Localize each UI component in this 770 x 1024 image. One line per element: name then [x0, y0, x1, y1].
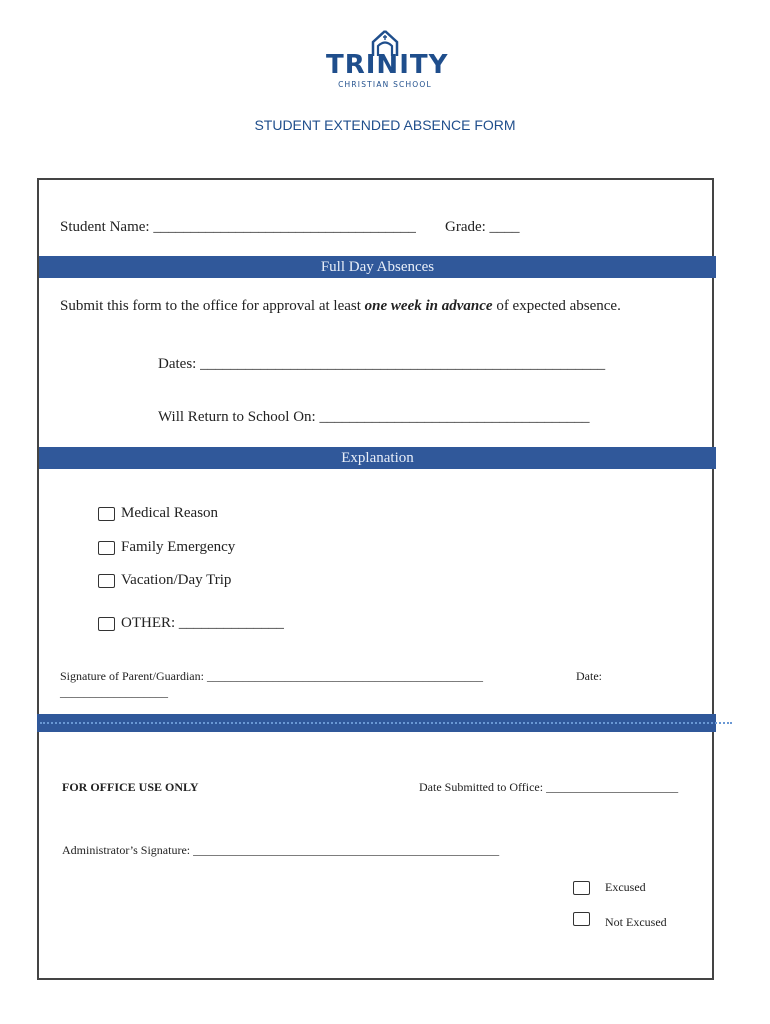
family-emergency-checkbox[interactable]: [98, 541, 115, 555]
not-excused-checkbox[interactable]: [573, 912, 590, 926]
form-title: STUDENT EXTENDED ABSENCE FORM: [254, 117, 516, 133]
dates-field[interactable]: Dates: ______________________________________________________: [158, 356, 606, 372]
grade-field[interactable]: Grade: ____: [445, 219, 520, 235]
date-submitted-field[interactable]: Date Submitted to Office: ______________________: [419, 780, 679, 794]
excused-label: Excused: [605, 880, 646, 894]
logo-subtitle: CHRISTIAN SCHOOL: [338, 80, 432, 89]
administrator-signature-field[interactable]: Administrator’s Signature: ___________________________________________________: [62, 843, 500, 857]
family-emergency-label: Family Emergency: [121, 539, 236, 555]
signature-date-label: Date:: [576, 669, 602, 683]
other-reason-field[interactable]: OTHER: ______________: [121, 615, 284, 631]
other-reason-checkbox[interactable]: [98, 617, 115, 631]
instructions-emphasis: one week in advance: [364, 298, 493, 314]
instructions-after: of expected absence.: [492, 298, 621, 314]
section-explanation: Explanation: [39, 447, 716, 469]
vacation-day-trip-checkbox[interactable]: [98, 574, 115, 588]
section-full-day-absences: Full Day Absences: [39, 256, 716, 278]
logo-name: TRINITY: [326, 50, 449, 80]
school-logo: [326, 30, 449, 90]
instructions-before: Submit this form to the office for approval at least: [60, 298, 365, 314]
signature-date-field[interactable]: __________________: [60, 685, 168, 699]
return-date-field[interactable]: Will Return to School On: ____________________________________: [158, 409, 590, 425]
student-name-field[interactable]: Student Name: ___________________________________: [60, 219, 416, 235]
medical-reason-checkbox[interactable]: [98, 507, 115, 521]
excused-checkbox[interactable]: [573, 881, 590, 895]
office-use-heading: FOR OFFICE USE ONLY: [62, 780, 199, 794]
office-divider-dotted-line: [40, 722, 732, 724]
medical-reason-label: Medical Reason: [121, 505, 219, 521]
instructions-text: [60, 298, 621, 315]
not-excused-label: Not Excused: [605, 915, 667, 929]
vacation-day-trip-label: Vacation/Day Trip: [121, 572, 232, 588]
parent-signature-field[interactable]: Signature of Parent/Guardian: ______________________________________________: [60, 669, 483, 683]
